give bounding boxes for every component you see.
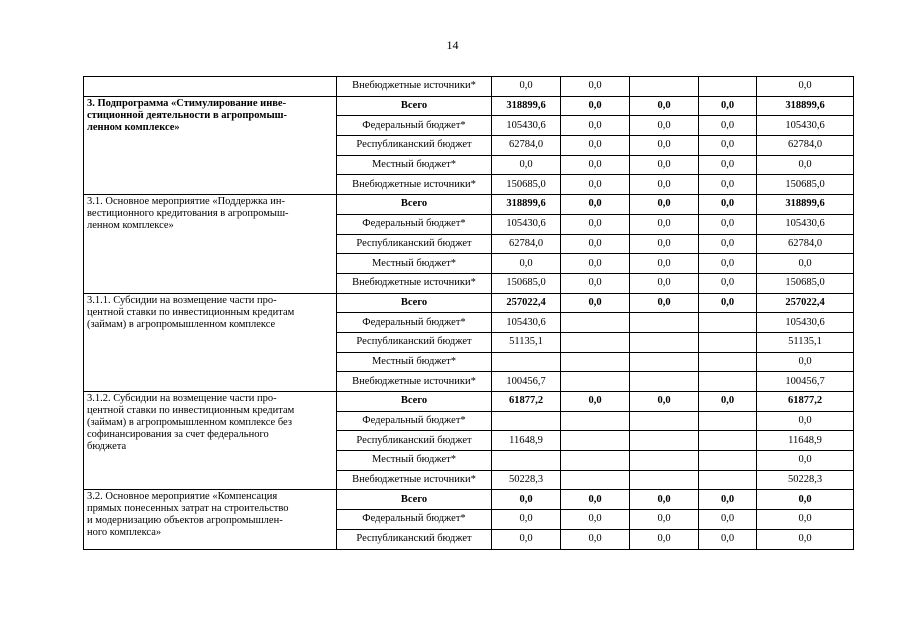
value-year-1: 0,0 [492,529,561,549]
value-total: 11648,9 [757,431,854,451]
program-name-line: бюджета [87,441,127,452]
value-year-2 [561,372,630,392]
value-year-4 [699,77,757,97]
program-name-cell [84,195,337,293]
funding-source-cell: Республиканский бюджет [337,431,492,451]
program-name-line: софинансирования за счет федерального [87,429,269,440]
value-year-1: 51135,1 [492,332,561,352]
value-year-2: 0,0 [561,293,630,313]
program-name-line: ного комплекса» [87,527,162,539]
value-year-1: 0,0 [492,155,561,175]
funding-source-cell: Внебюджетные источники* [337,77,492,97]
value-total: 61877,2 [757,392,854,412]
program-name-line: центной ставки по инвестиционным кредитам [87,306,295,318]
value-year-2 [561,431,630,451]
table-row [84,392,854,412]
value-year-2: 0,0 [561,77,630,97]
value-year-3: 0,0 [630,490,699,510]
program-name-line: стиционной деятельности в агропромыш- [87,109,288,121]
program-name-cell [84,77,337,97]
value-year-1: 100456,7 [492,372,561,392]
value-year-2: 0,0 [561,136,630,156]
value-total: 62784,0 [757,234,854,254]
program-name-cell [84,293,337,391]
value-total: 150685,0 [757,273,854,293]
value-year-2: 0,0 [561,273,630,293]
value-year-3: 0,0 [630,214,699,234]
table-row [84,77,854,97]
value-total: 105430,6 [757,313,854,333]
value-year-1: 318899,6 [492,195,561,215]
value-year-4: 0,0 [699,234,757,254]
value-year-1: 61877,2 [492,392,561,412]
funding-source-cell: Федеральный бюджет* [337,116,492,136]
program-name-line: ленном комплексе» [87,220,174,232]
value-year-3: 0,0 [630,136,699,156]
value-year-1: 0,0 [492,254,561,274]
program-name-line: 3.2. Основное мероприятие «Компенсация [87,491,278,503]
funding-source-cell: Внебюджетные источники* [337,470,492,490]
value-year-1: 0,0 [492,77,561,97]
value-year-2: 0,0 [561,195,630,215]
value-year-4: 0,0 [699,155,757,175]
funding-source-cell: Местный бюджет* [337,155,492,175]
value-year-2: 0,0 [561,254,630,274]
value-total: 105430,6 [757,116,854,136]
value-year-2: 0,0 [561,175,630,195]
value-year-1 [492,352,561,372]
value-year-1: 11648,9 [492,431,561,451]
value-total: 50228,3 [757,470,854,490]
value-year-1: 62784,0 [492,234,561,254]
value-year-2 [561,411,630,431]
value-total: 0,0 [757,451,854,471]
value-total: 318899,6 [757,96,854,116]
value-year-2 [561,352,630,372]
value-total: 150685,0 [757,175,854,195]
value-year-3: 0,0 [630,529,699,549]
value-year-2: 0,0 [561,214,630,234]
value-year-4: 0,0 [699,529,757,549]
value-year-4 [699,451,757,471]
funding-source-cell: Федеральный бюджет* [337,313,492,333]
value-year-2 [561,332,630,352]
program-name-line: (займам) в агропромышленном комплексе без [87,417,292,428]
page-number: 14 [446,38,459,52]
value-year-4: 0,0 [699,273,757,293]
funding-source-cell: Внебюджетные источники* [337,175,492,195]
value-year-4 [699,470,757,490]
value-total: 0,0 [757,155,854,175]
value-year-3 [630,470,699,490]
value-year-2: 0,0 [561,529,630,549]
value-year-4: 0,0 [699,116,757,136]
value-total: 257022,4 [757,293,854,313]
value-year-1: 257022,4 [492,293,561,313]
funding-source-cell: Внебюджетные источники* [337,372,492,392]
program-name-line: 3.1.2. Субсидии на возмещение части про- [87,393,277,404]
value-total: 318899,6 [757,195,854,215]
value-year-3 [630,411,699,431]
funding-source-cell: Внебюджетные источники* [337,273,492,293]
value-year-2 [561,470,630,490]
funding-source-cell: Республиканский бюджет [337,529,492,549]
value-year-3 [630,372,699,392]
value-year-4: 0,0 [699,214,757,234]
value-year-1: 105430,6 [492,116,561,136]
value-year-2: 0,0 [561,155,630,175]
funding-source-cell: Всего [337,195,492,215]
value-year-4: 0,0 [699,195,757,215]
value-year-3: 0,0 [630,273,699,293]
value-total: 0,0 [757,352,854,372]
value-year-2 [561,313,630,333]
funding-source-cell: Республиканский бюджет [337,136,492,156]
value-year-3: 0,0 [630,254,699,274]
value-year-2: 0,0 [561,392,630,412]
value-year-3: 0,0 [630,293,699,313]
value-year-3: 0,0 [630,155,699,175]
value-year-1: 62784,0 [492,136,561,156]
value-year-3: 0,0 [630,195,699,215]
value-total: 105430,6 [757,214,854,234]
funding-source-cell: Республиканский бюджет [337,234,492,254]
value-year-4 [699,352,757,372]
value-year-3 [630,451,699,471]
budget-table-body [84,77,854,550]
value-total: 100456,7 [757,372,854,392]
program-name-line: ленном комплексе» [87,121,180,133]
value-year-1 [492,411,561,431]
value-year-3: 0,0 [630,96,699,116]
value-year-1: 318899,6 [492,96,561,116]
program-name-line: прямых понесенных затрат на строительство [87,503,289,515]
value-year-1 [492,451,561,471]
program-name-line: вестиционного кредитования в агропромыш- [87,208,289,220]
value-year-4: 0,0 [699,510,757,530]
table-row [84,195,854,215]
value-year-4 [699,431,757,451]
value-year-3 [630,313,699,333]
funding-source-cell: Федеральный бюджет* [337,510,492,530]
value-year-4: 0,0 [699,175,757,195]
funding-source-cell: Местный бюджет* [337,254,492,274]
program-name-line: и модернизацию объектов агропромышлен- [87,515,283,527]
value-year-2 [561,451,630,471]
program-name-line: центной ставки по инвестиционным кредитам [87,405,295,416]
funding-source-cell: Всего [337,392,492,412]
table-row [84,490,854,510]
value-year-4 [699,313,757,333]
funding-source-cell: Всего [337,490,492,510]
program-name-line: (займам) в агропромышленном комплексе [87,318,276,330]
funding-source-cell: Федеральный бюджет* [337,411,492,431]
value-year-1: 50228,3 [492,470,561,490]
table-row [84,96,854,116]
value-year-3 [630,352,699,372]
value-total: 0,0 [757,411,854,431]
value-total: 0,0 [757,510,854,530]
funding-source-cell: Республиканский бюджет [337,332,492,352]
value-year-1: 105430,6 [492,313,561,333]
program-name-line: 3.1.1. Субсидии на возмещение части про- [87,294,277,306]
value-year-3 [630,431,699,451]
value-total: 0,0 [757,529,854,549]
value-year-3 [630,332,699,352]
value-year-3: 0,0 [630,510,699,530]
value-year-4 [699,372,757,392]
value-year-4 [699,332,757,352]
value-total: 62784,0 [757,136,854,156]
value-year-4: 0,0 [699,96,757,116]
table-row [84,293,854,313]
value-year-3: 0,0 [630,175,699,195]
value-year-1: 0,0 [492,490,561,510]
funding-source-cell: Местный бюджет* [337,352,492,372]
value-total: 0,0 [757,77,854,97]
value-year-3: 0,0 [630,392,699,412]
program-name-cell [84,96,337,194]
value-total: 0,0 [757,254,854,274]
value-year-2: 0,0 [561,116,630,136]
funding-source-cell: Всего [337,96,492,116]
value-year-2: 0,0 [561,234,630,254]
budget-table [83,76,854,550]
value-year-2: 0,0 [561,490,630,510]
value-year-1: 0,0 [492,510,561,530]
value-year-3: 0,0 [630,234,699,254]
funding-source-cell: Федеральный бюджет* [337,214,492,234]
funding-source-cell: Местный бюджет* [337,451,492,471]
program-name-line: 3. Подпрограмма «Стимулирование инве- [87,97,287,109]
program-name-cell [84,490,337,549]
value-total: 0,0 [757,490,854,510]
value-year-1: 105430,6 [492,214,561,234]
program-name-line: 3.1. Основное мероприятие «Поддержка ин- [87,196,285,208]
value-total: 51135,1 [757,332,854,352]
program-name-cell [84,392,337,490]
value-year-1: 150685,0 [492,273,561,293]
value-year-2: 0,0 [561,96,630,116]
value-year-4: 0,0 [699,293,757,313]
value-year-4: 0,0 [699,392,757,412]
value-year-2: 0,0 [561,510,630,530]
value-year-4 [699,411,757,431]
value-year-1: 150685,0 [492,175,561,195]
value-year-3: 0,0 [630,116,699,136]
value-year-4: 0,0 [699,136,757,156]
value-year-4: 0,0 [699,490,757,510]
funding-source-cell: Всего [337,293,492,313]
value-year-4: 0,0 [699,254,757,274]
value-year-3 [630,77,699,97]
